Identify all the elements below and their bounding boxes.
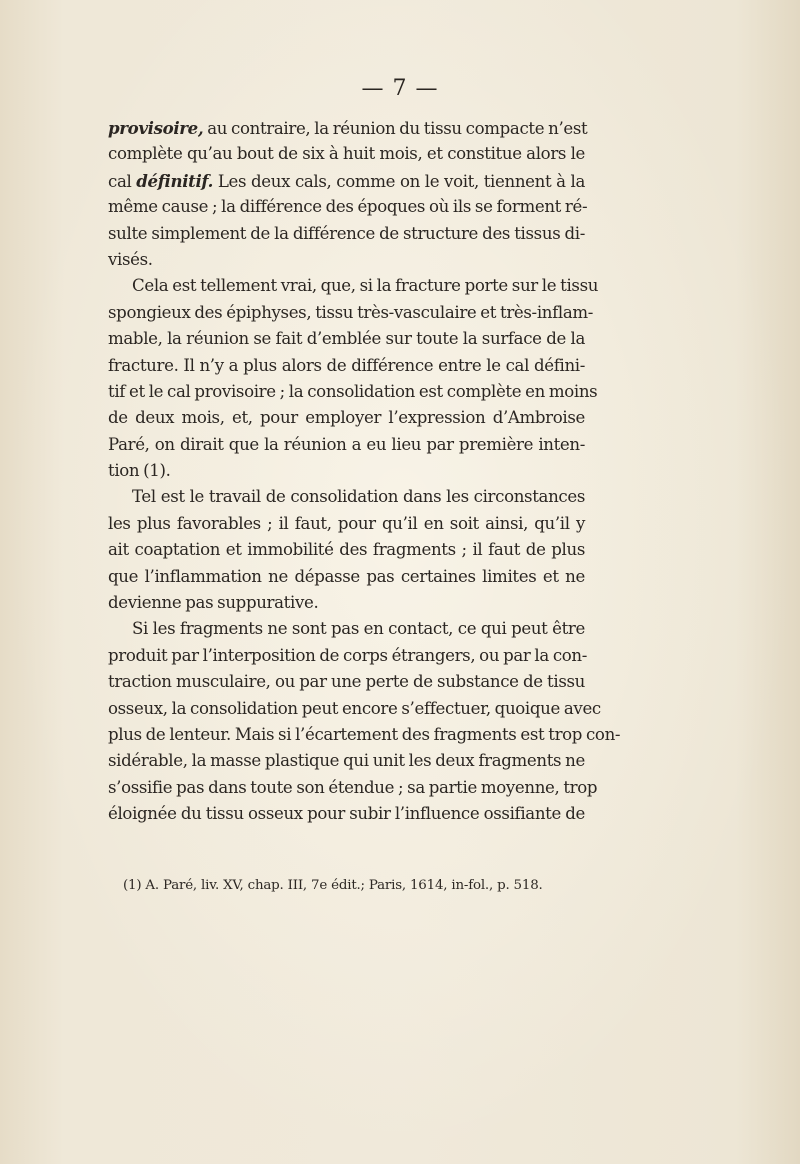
page-number: — 7 — [361, 76, 439, 101]
text-line: mable, la réunion se fait d’emblée sur toute la surface de la [108, 329, 585, 349]
text-line: tif et le cal provisoire ; la consolidation est complète en moins [108, 381, 598, 401]
text-line: produit par l’interposition de corps étrangers, ou par la con- [108, 645, 587, 665]
text-line: complète qu’au bout de six à huit mois, et constitue alors le [108, 144, 585, 164]
text-line: sidérable, la masse plastique qui unit les deux fragments ne [108, 751, 585, 771]
text-line: spongieux des épiphyses, tissu très-vasculaire et très-inflam- [108, 302, 594, 322]
text-line: cal définitif. Les deux cals, comme on le voit, tiennent à la [108, 170, 585, 191]
text-line: fracture. Il n’y a plus alors de différence entre le cal défini- [108, 355, 585, 375]
text-line: Si les fragments ne sont pas en contact, ce qui peut être [132, 619, 585, 639]
text-line: les plus favorables ; il faut, pour qu’il en soit ainsi, qu’il y [108, 513, 585, 533]
text-line: traction musculaire, ou par une perte de substance de tissu [108, 672, 585, 692]
text-line: Paré, on dirait que la réunion a eu lieu par première inten- [108, 434, 585, 454]
text-line: provisoire, au contraire, la réunion du tissu compacte n’est [108, 118, 588, 138]
text-line: osseux, la consolidation peut encore s’effectuer, quoique avec [108, 698, 601, 718]
text-line: tion (1). [108, 461, 171, 481]
text-line: devienne pas suppurative. [108, 593, 319, 613]
text-line: Cela est tellement vrai, que, si la fracture porte sur le tissu [132, 276, 599, 296]
body-text [108, 115, 621, 828]
italic-term: définitif. [136, 170, 214, 191]
text-line: Tel est le travail de consolidation dans les circonstances [132, 487, 585, 507]
footnote: (1) A. Paré, liv. XV, chap. III, 7e édit.; Paris, 1614, in-fol., p. 518. [123, 878, 543, 893]
text-line: de deux mois, et, pour employer l’expression d’Ambroise [108, 408, 585, 428]
text-line: même cause ; la différence des époques où ils se forment ré- [108, 197, 588, 217]
text-line: ait coaptation et immobilité des fragments ; il faut de plus [108, 540, 585, 560]
text-line: sulte simplement de la différence de structure des tissus di- [108, 223, 585, 243]
text-line: éloignée du tissu osseux pour subir l’influence ossifiante de [108, 804, 585, 824]
text-line: plus de lenteur. Mais si l’écartement des fragments est trop con- [108, 724, 621, 744]
italic-term: provisoire, [108, 118, 204, 138]
text-line: que l’inflammation ne dépasse pas certaines limites et ne [108, 566, 585, 586]
text-line: s’ossifie pas dans toute son étendue ; sa partie moyenne, trop [108, 777, 598, 797]
text-line: visés. [108, 249, 153, 269]
